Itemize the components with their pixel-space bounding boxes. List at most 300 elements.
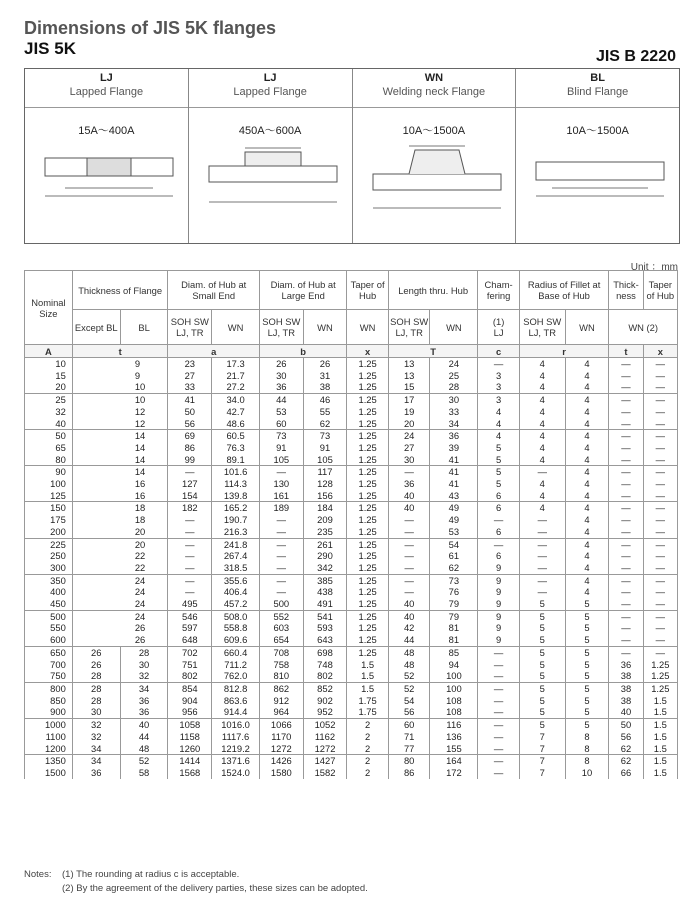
col-hub-small: Diam. of Hub at Small End xyxy=(168,271,260,310)
table-cell: — xyxy=(478,695,520,707)
table-cell: 7 xyxy=(519,731,565,743)
table-cell: 34 xyxy=(120,682,168,694)
table-cell: 26 xyxy=(303,358,347,370)
table-cell: 28 xyxy=(72,695,120,707)
table-cell: 6 xyxy=(478,550,520,562)
table-cell: 27 xyxy=(388,442,430,454)
table-cell: 73 xyxy=(430,574,478,586)
table-cell: 4 xyxy=(519,490,565,502)
table-cell: 603 xyxy=(259,622,303,634)
table-cell: 36 xyxy=(259,381,303,393)
table-cell: 94 xyxy=(430,659,478,671)
table-cell: 1170 xyxy=(259,731,303,743)
table-cell: 4 xyxy=(519,502,565,514)
table-cell: 2 xyxy=(347,767,389,779)
table-cell: 62 xyxy=(303,418,347,430)
col-thickness: Thickness of Flange xyxy=(72,271,168,310)
table-cell: 4 xyxy=(519,478,565,490)
table-cell: 1.25 xyxy=(347,526,389,538)
table-cell: 956 xyxy=(168,706,212,718)
table-cell: 40 xyxy=(388,598,430,610)
table-cell: 904 xyxy=(168,695,212,707)
table-cell: 4 xyxy=(565,502,609,514)
table-cell: 25 xyxy=(25,394,73,406)
table-cell: 41 xyxy=(430,454,478,466)
table-cell: — xyxy=(168,550,212,562)
table-cell: 4 xyxy=(565,381,609,393)
table-cell: 4 xyxy=(519,406,565,418)
table-cell: 28 xyxy=(72,670,120,682)
table-cell: 1.5 xyxy=(643,731,677,743)
table-cell: 22 xyxy=(72,562,168,574)
table-cell: — xyxy=(478,538,520,550)
table-cell: 18 xyxy=(72,514,168,526)
table-cell: 4 xyxy=(565,514,609,526)
table-cell: 762.0 xyxy=(212,670,260,682)
table-cell: 20 xyxy=(72,526,168,538)
table-cell: 5 xyxy=(565,646,609,658)
table-cell: 1219.2 xyxy=(212,743,260,755)
table-cell: — xyxy=(643,370,677,382)
table-cell: 76 xyxy=(430,586,478,598)
welding-neck-diagram xyxy=(353,144,516,239)
table-cell: 5 xyxy=(478,478,520,490)
table-cell: 24 xyxy=(72,610,168,622)
table-cell: 114.3 xyxy=(212,478,260,490)
table-cell: 1.5 xyxy=(643,719,677,731)
table-cell: 1.25 xyxy=(347,418,389,430)
table-cell: 53 xyxy=(259,406,303,418)
table-cell: 73 xyxy=(259,430,303,442)
table-cell: 60.5 xyxy=(212,430,260,442)
table-cell: 48.6 xyxy=(212,418,260,430)
table-row xyxy=(25,682,678,694)
table-cell: 32 xyxy=(25,406,73,418)
table-cell: 5 xyxy=(565,598,609,610)
table-row xyxy=(25,731,678,743)
table-cell: 457.2 xyxy=(212,598,260,610)
table-cell: — xyxy=(609,622,643,634)
table-cell: 1.25 xyxy=(347,394,389,406)
table-cell: 200 xyxy=(25,526,73,538)
table-cell: 54 xyxy=(388,695,430,707)
table-cell: 1.25 xyxy=(347,538,389,550)
table-cell: 91 xyxy=(303,442,347,454)
table-cell: — xyxy=(643,478,677,490)
table-cell: — xyxy=(478,706,520,718)
table-cell: 500 xyxy=(25,610,73,622)
table-cell: 50 xyxy=(609,719,643,731)
col-taper: Taper of Hub xyxy=(347,271,389,310)
table-cell: 22 xyxy=(72,550,168,562)
table-cell: 4 xyxy=(565,526,609,538)
table-cell: 5 xyxy=(519,659,565,671)
table-cell: 90 xyxy=(25,466,73,478)
table-cell: 34.0 xyxy=(212,394,260,406)
table-cell: 24 xyxy=(72,586,168,598)
table-cell: 52 xyxy=(388,670,430,682)
table-cell: 355.6 xyxy=(212,574,260,586)
sym-T: T xyxy=(388,345,477,358)
table-cell: 900 xyxy=(25,706,73,718)
lapped-flange-diagram xyxy=(25,144,188,239)
table-cell: 491 xyxy=(303,598,347,610)
table-cell: 26 xyxy=(72,646,120,658)
table-cell: — xyxy=(388,586,430,598)
col-fillet: Radius of Fillet at Base of Hub xyxy=(519,271,608,310)
table-cell: — xyxy=(609,381,643,393)
panel-code: LJ xyxy=(263,72,277,84)
table-cell: 1.5 xyxy=(643,695,677,707)
table-cell: 56 xyxy=(609,731,643,743)
sym-c: c xyxy=(478,345,520,358)
table-cell: 62 xyxy=(609,755,643,767)
table-cell: 60 xyxy=(388,719,430,731)
table-cell: — xyxy=(168,526,212,538)
table-cell: 1.25 xyxy=(347,406,389,418)
table-cell: 56 xyxy=(168,418,212,430)
table-cell: — xyxy=(519,514,565,526)
table-cell: 5 xyxy=(478,442,520,454)
table-cell: 1.25 xyxy=(347,586,389,598)
table-row xyxy=(25,526,678,538)
table-cell: 406.4 xyxy=(212,586,260,598)
table-cell: 32 xyxy=(120,670,168,682)
table-cell: 342 xyxy=(303,562,347,574)
table-cell: — xyxy=(609,358,643,370)
table-cell: 1.25 xyxy=(347,502,389,514)
table-cell: 43 xyxy=(430,490,478,502)
table-cell: 172 xyxy=(430,767,478,779)
table-cell: 40 xyxy=(388,610,430,622)
table-cell: 1414 xyxy=(168,755,212,767)
table-row xyxy=(25,659,678,671)
table-cell: 79 xyxy=(430,598,478,610)
table-cell: 862 xyxy=(259,682,303,694)
table-cell: 44 xyxy=(259,394,303,406)
table-cell: 41 xyxy=(430,466,478,478)
table-cell: — xyxy=(519,550,565,562)
table-cell: 34 xyxy=(72,743,120,755)
table-row xyxy=(25,466,678,478)
table-cell: — xyxy=(609,418,643,430)
table-cell: 10 xyxy=(25,358,73,370)
table-cell: 5 xyxy=(519,610,565,622)
table-cell: 3 xyxy=(478,381,520,393)
table-cell: 41 xyxy=(168,394,212,406)
table-cell: 26 xyxy=(72,622,168,634)
panel-bl xyxy=(516,69,679,243)
table-cell: — xyxy=(388,466,430,478)
table-cell: — xyxy=(609,514,643,526)
table-cell: 36 xyxy=(120,695,168,707)
table-cell: 4 xyxy=(519,358,565,370)
table-cell: 17 xyxy=(388,394,430,406)
table-cell: 30 xyxy=(259,370,303,382)
table-cell: 902 xyxy=(303,695,347,707)
table-cell: — xyxy=(609,466,643,478)
page-subtitle: JIS 5K xyxy=(24,39,76,58)
unit-label: Unit ：mm xyxy=(630,262,678,273)
table-cell: 15 xyxy=(388,381,430,393)
table-cell: 8 xyxy=(565,755,609,767)
table-cell: 1200 xyxy=(25,743,73,755)
table-cell: 10 xyxy=(565,767,609,779)
table-cell: — xyxy=(643,550,677,562)
table-cell: — xyxy=(478,719,520,731)
table-cell: 76.3 xyxy=(212,442,260,454)
table-cell: 802 xyxy=(168,670,212,682)
sym-t: t xyxy=(72,345,168,358)
table-cell: 1066 xyxy=(259,719,303,731)
table-cell: 6 xyxy=(478,526,520,538)
table-cell: 89.1 xyxy=(212,454,260,466)
table-cell: 100 xyxy=(430,682,478,694)
table-cell: 4 xyxy=(565,370,609,382)
panel-lj-large xyxy=(189,69,353,243)
table-cell: — xyxy=(519,586,565,598)
table-cell: 34 xyxy=(430,418,478,430)
table-cell: 748 xyxy=(303,659,347,671)
table-cell: 4 xyxy=(565,466,609,478)
table-cell: — xyxy=(609,502,643,514)
table-cell: 4 xyxy=(565,406,609,418)
table-cell: 9 xyxy=(478,622,520,634)
table-row xyxy=(25,562,678,574)
table-cell: 852 xyxy=(303,682,347,694)
table-cell: — xyxy=(388,514,430,526)
table-cell: — xyxy=(609,586,643,598)
table-cell: 5 xyxy=(565,695,609,707)
table-cell: — xyxy=(259,466,303,478)
table-cell: 698 xyxy=(303,646,347,658)
table-cell: 609.6 xyxy=(212,634,260,646)
table-cell: 36 xyxy=(72,767,120,779)
table-cell: 100 xyxy=(25,478,73,490)
table-cell: — xyxy=(259,562,303,574)
table-cell: 385 xyxy=(303,574,347,586)
table-cell: 105 xyxy=(303,454,347,466)
panel-wn xyxy=(353,69,517,243)
sym-a: A xyxy=(25,345,73,358)
table-cell: 558.8 xyxy=(212,622,260,634)
table-cell: — xyxy=(643,454,677,466)
table-cell: — xyxy=(643,406,677,418)
table-cell: — xyxy=(478,743,520,755)
table-cell: — xyxy=(259,526,303,538)
table-cell: 16 xyxy=(72,478,168,490)
table-cell: 182 xyxy=(168,502,212,514)
standard-code: JIS B 2220 xyxy=(595,48,676,65)
table-cell: — xyxy=(609,646,643,658)
table-row xyxy=(25,610,678,622)
table-cell: — xyxy=(643,634,677,646)
table-cell: 5 xyxy=(519,706,565,718)
table-row xyxy=(25,358,678,370)
table-cell: 750 xyxy=(25,670,73,682)
table-cell: — xyxy=(643,381,677,393)
table-cell: — xyxy=(478,731,520,743)
table-cell: 40 xyxy=(120,719,168,731)
table-cell: 1.25 xyxy=(643,670,677,682)
panel-range: 10A～1500A xyxy=(402,125,466,137)
table-cell: — xyxy=(168,466,212,478)
note-1: (1) The rounding at radius c is acceptable. xyxy=(62,869,240,880)
table-cell: — xyxy=(609,442,643,454)
table-cell: 1.25 xyxy=(347,598,389,610)
table-cell: 66 xyxy=(609,767,643,779)
table-cell: 27 xyxy=(168,370,212,382)
table-cell: 5 xyxy=(519,634,565,646)
table-cell: 1427 xyxy=(303,755,347,767)
table-row xyxy=(25,670,678,682)
table-cell: — xyxy=(609,526,643,538)
table-cell: 62 xyxy=(609,743,643,755)
table-cell: 3 xyxy=(478,370,520,382)
table-cell: 5 xyxy=(519,682,565,694)
table-cell: — xyxy=(259,514,303,526)
table-cell: 1.25 xyxy=(347,466,389,478)
table-cell: 155 xyxy=(430,743,478,755)
table-cell: 33 xyxy=(430,406,478,418)
table-cell: 24 xyxy=(430,358,478,370)
table-cell: 30 xyxy=(388,454,430,466)
table-cell: 36 xyxy=(609,659,643,671)
table-cell: — xyxy=(478,755,520,767)
table-cell: 952 xyxy=(303,706,347,718)
table-cell: 33 xyxy=(168,381,212,393)
table-cell: — xyxy=(609,406,643,418)
table-cell: 4 xyxy=(519,370,565,382)
table-cell: 209 xyxy=(303,514,347,526)
table-cell: 1.25 xyxy=(347,574,389,586)
table-cell: 1162 xyxy=(303,731,347,743)
table-cell: 5 xyxy=(565,719,609,731)
table-cell: 101.6 xyxy=(212,466,260,478)
table-cell: 5 xyxy=(565,659,609,671)
table-cell: 65 xyxy=(25,442,73,454)
table-cell: 5 xyxy=(519,598,565,610)
table-cell: — xyxy=(643,598,677,610)
table-cell: 44 xyxy=(388,634,430,646)
table-cell: 241.8 xyxy=(212,538,260,550)
table-cell: 30 xyxy=(72,706,120,718)
table-cell: 758 xyxy=(259,659,303,671)
table-cell: 81 xyxy=(430,634,478,646)
table-cell: 802 xyxy=(303,670,347,682)
table-cell: 1568 xyxy=(168,767,212,779)
table-cell: 14 xyxy=(72,454,168,466)
table-cell: 127 xyxy=(168,478,212,490)
table-cell: 2 xyxy=(347,731,389,743)
table-cell: 1.25 xyxy=(347,490,389,502)
note-2: (2) By the agreement of the delivery parties, these sizes can be adopted. xyxy=(62,883,368,894)
table-cell: — xyxy=(259,574,303,586)
sub-lj xyxy=(478,310,520,345)
table-cell: 1.75 xyxy=(347,695,389,707)
sym-x2: x xyxy=(643,345,677,358)
table-cell: 28 xyxy=(430,381,478,393)
table-cell: 189 xyxy=(259,502,303,514)
table-cell: — xyxy=(609,538,643,550)
table-cell: 1272 xyxy=(303,743,347,755)
table-cell: 290 xyxy=(303,550,347,562)
table-cell: 863.6 xyxy=(212,695,260,707)
sub-lj-label: LJ xyxy=(493,327,504,338)
table-cell: 80 xyxy=(25,454,73,466)
sub-soh: SOH SW LJ, TR xyxy=(259,310,303,345)
table-cell: 34 xyxy=(72,755,120,767)
table-cell: 41 xyxy=(430,478,478,490)
table-cell: 1.25 xyxy=(643,659,677,671)
table-cell: 1100 xyxy=(25,731,73,743)
table-cell: 32 xyxy=(72,731,120,743)
table-cell: 854 xyxy=(168,682,212,694)
table-cell: 7 xyxy=(519,755,565,767)
table-cell: 32 xyxy=(72,719,120,731)
table-cell: 1.25 xyxy=(347,550,389,562)
table-cell: 28 xyxy=(120,646,168,658)
table-cell: 36 xyxy=(430,430,478,442)
table-row xyxy=(25,502,678,514)
table-cell: 1.25 xyxy=(347,442,389,454)
table-cell: 116 xyxy=(430,719,478,731)
table-cell: 654 xyxy=(259,634,303,646)
table-cell: 164 xyxy=(430,755,478,767)
table-cell: 5 xyxy=(519,670,565,682)
table-cell: 4 xyxy=(519,454,565,466)
table-row xyxy=(25,574,678,586)
table-cell: 1350 xyxy=(25,755,73,767)
table-cell: 9 xyxy=(478,562,520,574)
table-cell: 5 xyxy=(565,610,609,622)
table-cell: 5 xyxy=(478,466,520,478)
table-cell: 56 xyxy=(388,706,430,718)
sub-soh: SOH SW LJ, TR xyxy=(519,310,565,345)
table-cell: 508.0 xyxy=(212,610,260,622)
sub-except-bl: Except BL xyxy=(72,310,120,345)
table-row xyxy=(25,586,678,598)
table-row xyxy=(25,622,678,634)
table-cell: — xyxy=(643,574,677,586)
col-hub-large: Diam. of Hub at Large End xyxy=(259,271,346,310)
table-cell: 19 xyxy=(388,406,430,418)
table-cell: 49 xyxy=(430,514,478,526)
table-cell: 36 xyxy=(120,706,168,718)
table-cell: 4 xyxy=(519,394,565,406)
table-cell: 44 xyxy=(120,731,168,743)
table-cell: — xyxy=(168,586,212,598)
sym-r: r xyxy=(519,345,608,358)
table-cell: 643 xyxy=(303,634,347,646)
table-cell: 91 xyxy=(259,442,303,454)
table-cell: 26 xyxy=(72,634,168,646)
table-cell: — xyxy=(519,562,565,574)
table-cell: 1.5 xyxy=(347,682,389,694)
page-title: Dimensions of JIS 5K flanges xyxy=(24,18,277,38)
table-row xyxy=(25,538,678,550)
table-row xyxy=(25,706,678,718)
table-cell: — xyxy=(643,514,677,526)
table-cell: 31 xyxy=(303,370,347,382)
table-cell: 1.25 xyxy=(347,358,389,370)
lapped-flange-hub-diagram xyxy=(189,144,352,239)
sym-t2: t xyxy=(609,345,643,358)
table-cell: 86 xyxy=(388,767,430,779)
sym-b: b xyxy=(259,345,346,358)
table-cell: — xyxy=(609,562,643,574)
table-cell: — xyxy=(643,538,677,550)
